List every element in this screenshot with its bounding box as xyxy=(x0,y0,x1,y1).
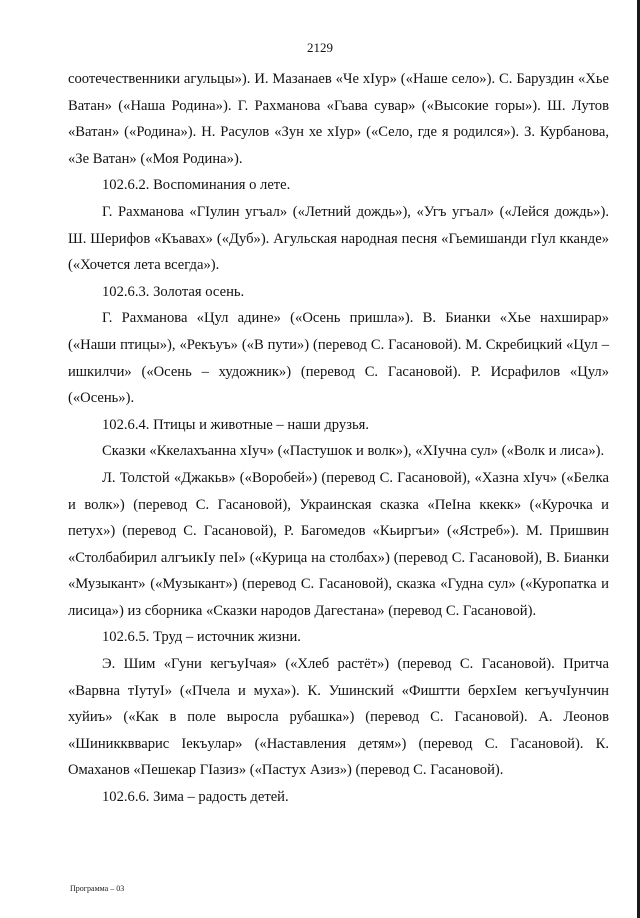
page-number: 2129 xyxy=(307,40,333,55)
section-heading-labor: 102.6.5. Труд – источник жизни. xyxy=(102,629,301,646)
section-heading-autumn: 102.6.3. Золотая осень. xyxy=(102,283,245,300)
paragraph-homeland-works: соотечественники агульцы»). И. Мазанаев «Че хIур» («Наше село»). С. Баруздин «Хье Ватан» («Наша Родина»). Г. Рахманова «Гьава сувар» («Высокие горы»). Ш. Лутов «Ватан» («Родина»). Н. Расулов «Зун хе хIур» («Село, где я родился»). З. Курбанова, «Зе Ватан» («Моя Родина»). xyxy=(68,71,609,167)
footer-program-label: Программа – 03 xyxy=(70,884,125,893)
paragraph-animal-works: Л. Толстой «Джакьв» («Воробей») (перевод С. Гасановой), «Хазна хIуч» («Белка и волк») (перевод С. Гасановой), Украинская сказка «ПеIна ккекк» («Курочка и петух») (перевод С. Гасановой), Р. Багомедов «Кьиргъи» («Ястреб»). М. Пришвин «Столбабирил алгъикIу пеI» («Курица на столбах») (перевод С. Гасановой), В. Бианки «Музыкант» («Музыкант») (перевод С. Гасановой), сказка «Гудна сул» («Куропатка и лисица») из сборника «Сказки народов Дагестана» (перевод С. Гасановой). xyxy=(68,469,609,619)
paragraph-labor-works: Э. Шим «Гуни кегъуIчая» («Хлеб растёт») (перевод С. Гасановой). Притча «Варвна тIутуI» («Пчела и муха»). К. Ушинский «Фиштти берхIем кегъучIунчин хуйиъ» («Как в поле выросла рубашка») (перевод С. Гасановой). А. Леонов «Шиникквварис Iекъулар» («Наставления детям») (перевод С. Гасановой). К. Омаханов «Пешекар ГIазиз» («Пастух Азиз») (перевод С. Гасановой). xyxy=(68,656,609,779)
section-heading-summer: 102.6.2. Воспоминания о лете. xyxy=(102,177,291,194)
document-body xyxy=(68,66,609,811)
paragraph-animal-tales: Сказки «Ккелахъанна хIуч» («Пастушок и волк»), «ХIучна сул» («Волк и лиса»). xyxy=(102,443,605,460)
section-heading-winter: 102.6.6. Зима – радость детей. xyxy=(102,789,289,806)
paragraph-autumn-works: Г. Рахманова «Цул адине» («Осень пришла»). В. Бианки «Хье нахширар» («Наши птицы»), «Рекъуъ» («В пути») (перевод С. Гасановой). М. Скребицкий «Цул – ишкилчи» («Осень – художник») (перевод С. Гасановой). Р. Исрафилов «Цул» («Осень»). xyxy=(68,310,609,407)
section-heading-animals: 102.6.4. Птицы и животные – наши друзья. xyxy=(102,416,369,433)
paragraph-summer-works: Г. Рахманова «ГIулин угъал» («Летний дождь»), «Угъ угъал» («Лейся дождь»). Ш. Шерифов «Къавах» («Дуб»). Агульская народная песня «Гьемишанди гIул кканде» («Хочется лета всегда»). xyxy=(68,203,609,274)
